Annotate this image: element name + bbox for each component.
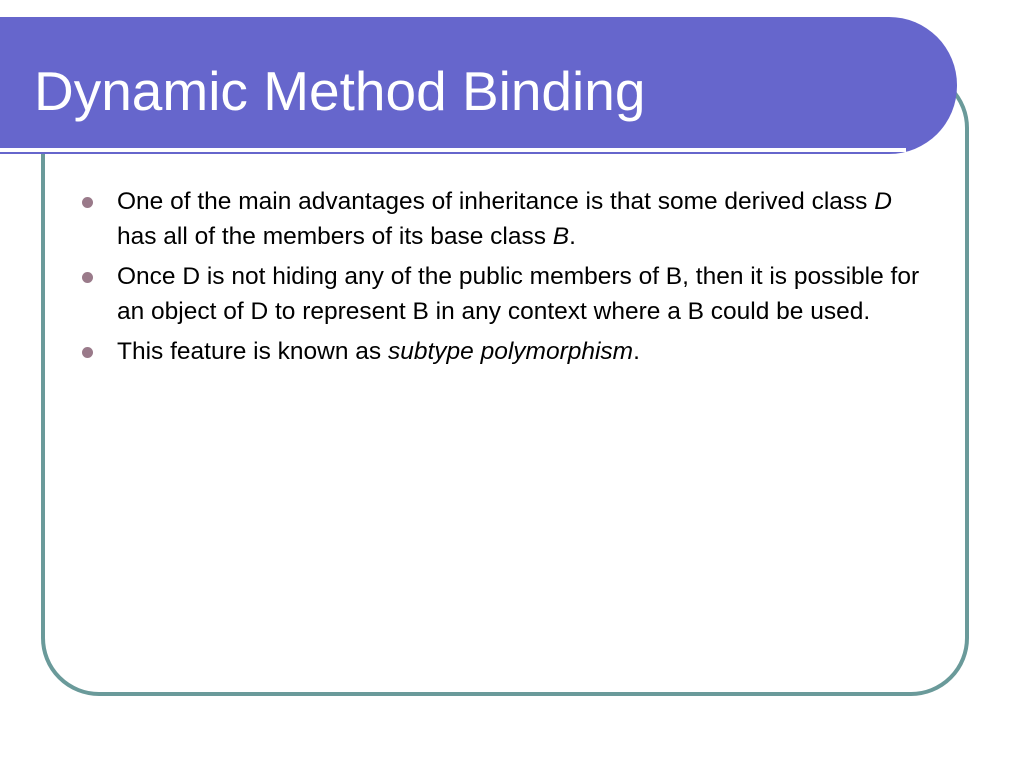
bullet-text-3b: subtype polymorphism <box>387 338 634 365</box>
title-underline <box>0 148 906 152</box>
title-banner <box>0 17 957 154</box>
bullet-text-1d: B <box>552 223 570 250</box>
bullet-item-3 <box>82 334 932 369</box>
bullet-text-2: Once D is not hiding any of the public members of B, then it is possible for an object of D to represent B in any context where a B could be used. <box>117 263 920 325</box>
bullet-icon <box>82 197 93 208</box>
bullet-text-1a: One of the main advantages of inheritance is that some derived class <box>117 188 875 215</box>
content-frame <box>41 70 969 696</box>
bullet-text-3a: This feature is known as <box>117 338 388 365</box>
bullet-icon <box>82 272 93 283</box>
bullet-item-2 <box>82 259 932 329</box>
slide-title: Dynamic Method Binding <box>34 60 646 122</box>
bullet-icon <box>82 347 93 358</box>
bullet-item-1 <box>82 184 932 254</box>
bullet-text-1b: D <box>874 188 892 215</box>
bullet-text-1e: . <box>569 223 576 250</box>
bullet-list <box>82 184 932 374</box>
bullet-text-3c: . <box>633 338 640 365</box>
bullet-text-1c: has all of the members of its base class <box>117 223 553 250</box>
